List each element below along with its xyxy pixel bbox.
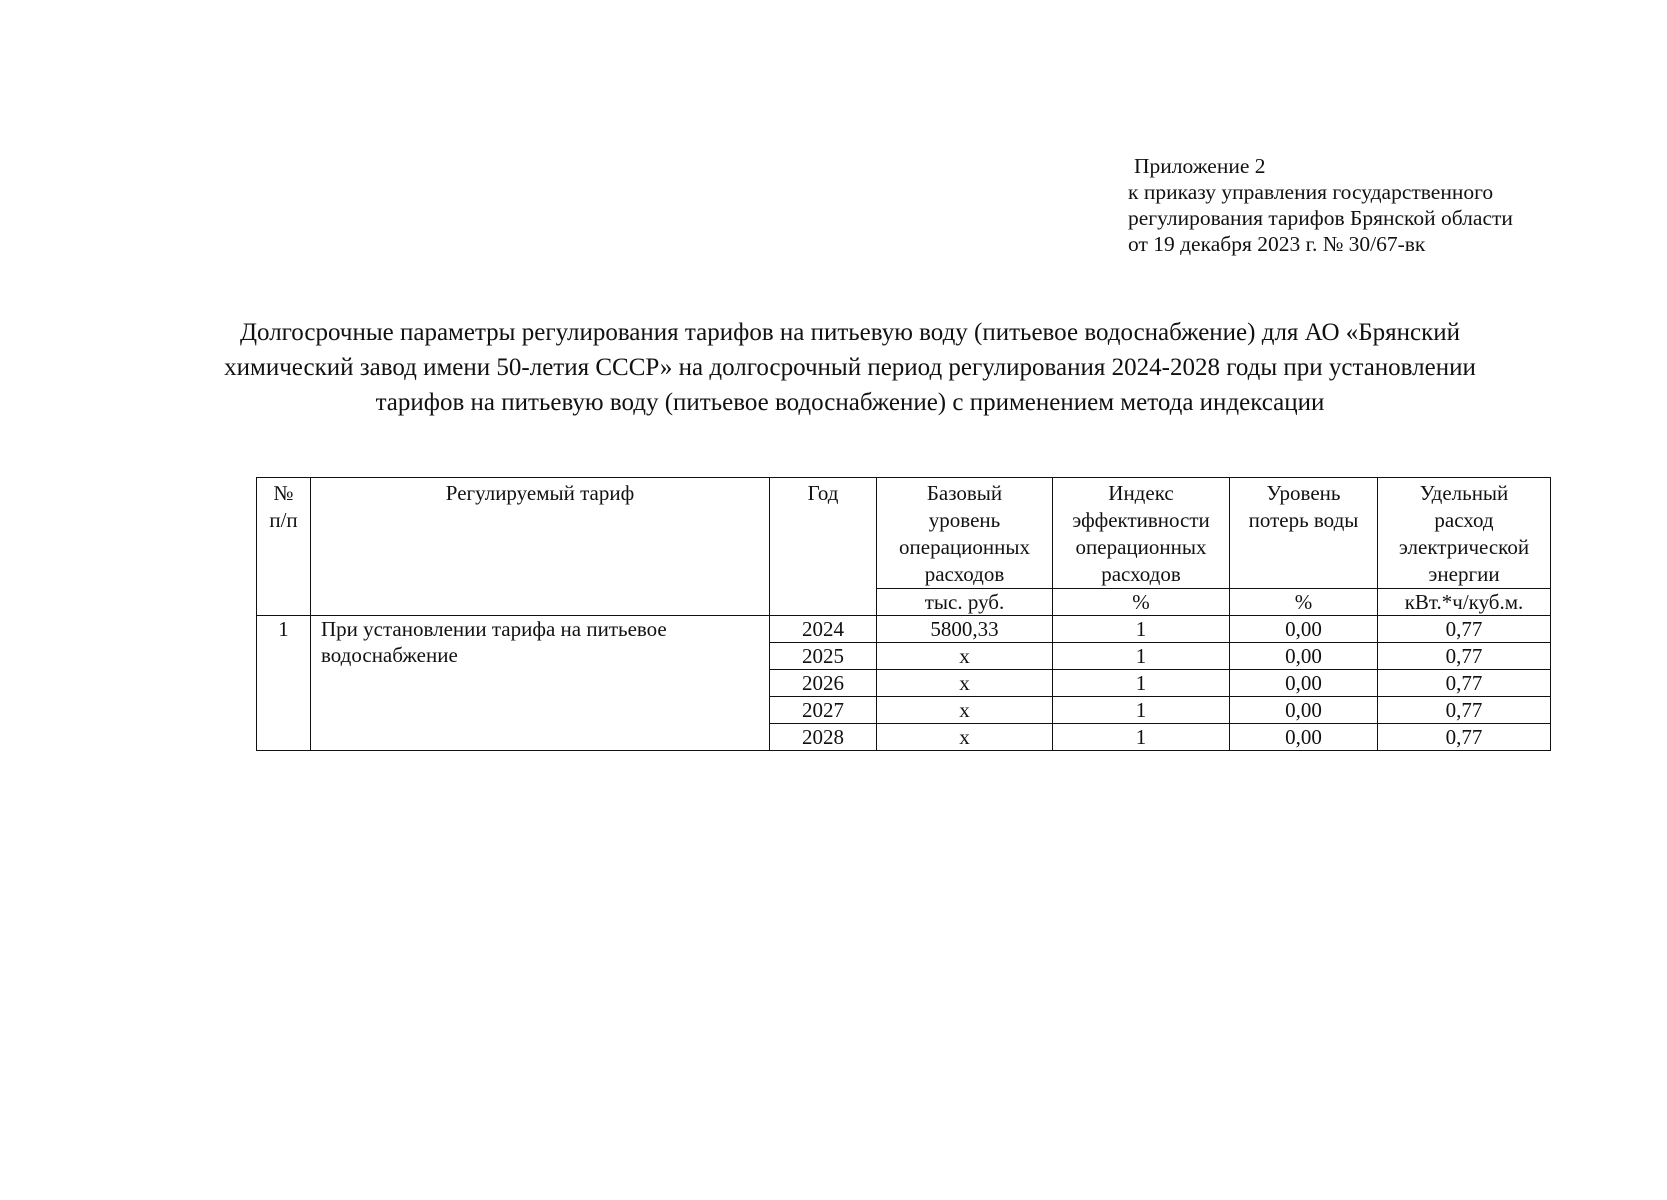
efficiency-index-cell: 1: [1053, 643, 1230, 670]
energy-consumption-cell: 0,77: [1378, 670, 1551, 697]
table-header-row: [257, 478, 1551, 589]
efficiency-index-cell: 1: [1053, 670, 1230, 697]
header-tariff: Регулируемый тариф: [311, 478, 770, 616]
item-number-cell: 1: [257, 616, 311, 751]
header-efficiency-index: Индекс эффективности операционных расходов: [1053, 478, 1230, 589]
appendix-line: от 19 декабря 2023 г. № 30/67-вк: [1128, 232, 1426, 256]
unit-water-loss: %: [1230, 589, 1378, 616]
header-year: Год: [770, 478, 877, 616]
unit-energy-consumption: кВт.*ч/куб.м.: [1378, 589, 1551, 616]
water-loss-cell: 0,00: [1230, 697, 1378, 724]
year-cell: 2027: [770, 697, 877, 724]
year-cell: 2026: [770, 670, 877, 697]
item-name-cell: При установлении тарифа на питьевое водоснабжение: [311, 616, 770, 751]
energy-consumption-cell: 0,77: [1378, 697, 1551, 724]
base-level-cell: 5800,33: [877, 616, 1053, 643]
year-cell: 2028: [770, 724, 877, 751]
table-row: [257, 616, 1551, 643]
efficiency-index-cell: 1: [1053, 724, 1230, 751]
water-loss-cell: 0,00: [1230, 670, 1378, 697]
title-line: Долгосрочные параметры регулирования тарифов на питьевую воду (питьевое водоснабжение) для АО «Брянский: [239, 319, 1461, 346]
efficiency-index-cell: 1: [1053, 616, 1230, 643]
base-level-cell: х: [877, 697, 1053, 724]
efficiency-index-cell: 1: [1053, 697, 1230, 724]
water-loss-cell: 0,00: [1230, 643, 1378, 670]
base-level-cell: х: [877, 724, 1053, 751]
header-number: № п/п: [257, 478, 311, 616]
base-level-cell: х: [877, 643, 1053, 670]
appendix-line: к приказу управления государственного: [1128, 180, 1494, 204]
energy-consumption-cell: 0,77: [1378, 724, 1551, 751]
year-cell: 2024: [770, 616, 877, 643]
base-level-cell: х: [877, 670, 1053, 697]
header-energy-consumption: Удельный расход электрической энергии: [1378, 478, 1551, 589]
title-line: тарифов на питьевую воду (питьевое водоснабжение) с применением метода индексации: [375, 389, 1325, 416]
water-loss-cell: 0,00: [1230, 724, 1378, 751]
parameters-table: [256, 477, 1551, 751]
header-base-level: Базовый уровень операционных расходов: [877, 478, 1053, 589]
unit-efficiency-index: %: [1053, 589, 1230, 616]
appendix-line: Приложение 2: [1134, 154, 1266, 178]
year-cell: 2025: [770, 643, 877, 670]
energy-consumption-cell: 0,77: [1378, 616, 1551, 643]
unit-base-level: тыс. руб.: [877, 589, 1053, 616]
appendix-line: регулирования тарифов Брянской области: [1128, 206, 1513, 230]
title-line: химический завод имени 50-летия СССР» на долгосрочный период регулирования 2024-2028 годы при установлении: [224, 354, 1476, 381]
header-water-loss: Уровень потерь воды: [1230, 478, 1378, 589]
document-title: [150, 315, 1550, 420]
water-loss-cell: 0,00: [1230, 616, 1378, 643]
appendix-block: [1128, 153, 1648, 257]
energy-consumption-cell: 0,77: [1378, 643, 1551, 670]
